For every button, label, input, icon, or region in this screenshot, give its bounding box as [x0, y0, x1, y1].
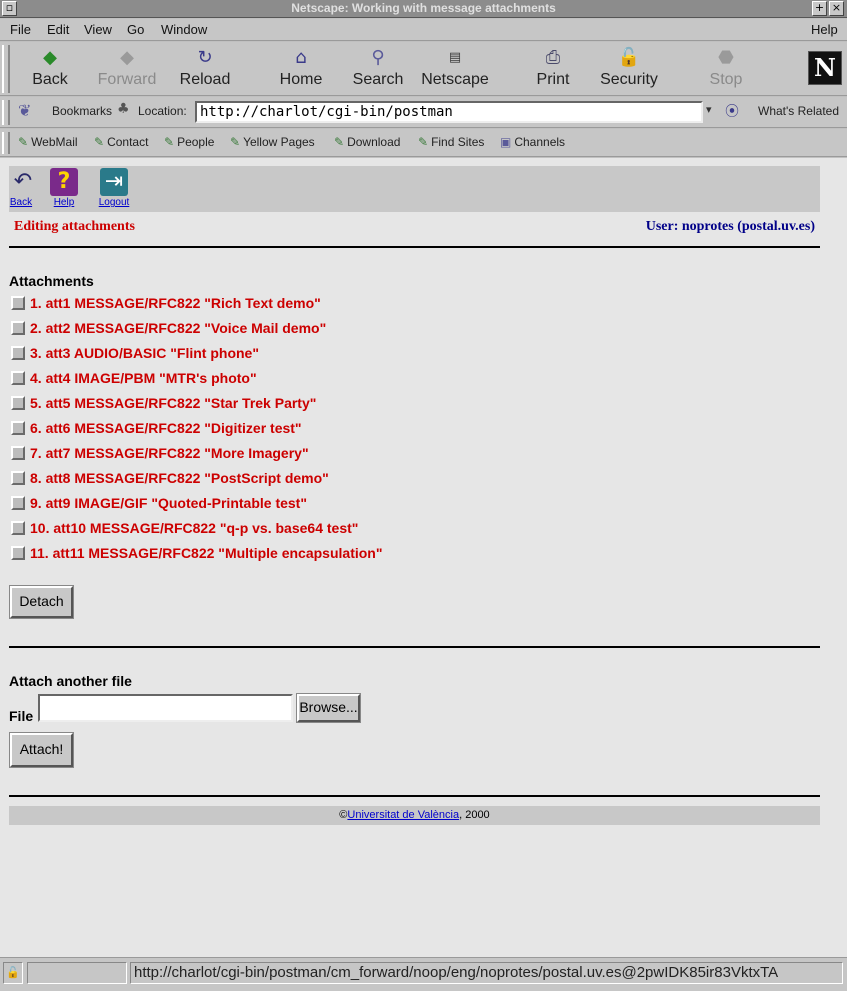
browse-button[interactable]: Browse...: [297, 694, 360, 722]
channels-icon: ▣: [500, 135, 512, 149]
menu-bar: [0, 19, 847, 41]
search-label: Search: [352, 71, 404, 88]
forward-button[interactable]: [96, 44, 158, 94]
webmail-label: WebMail: [31, 135, 78, 149]
maximize-icon[interactable]: +: [812, 1, 827, 16]
menu-edit[interactable]: Edit: [47, 22, 70, 37]
location-toolbar-grip[interactable]: [2, 100, 10, 125]
channels-label: Channels: [514, 135, 566, 149]
detach-button[interactable]: Detach: [10, 586, 73, 618]
search-button[interactable]: [351, 44, 405, 94]
printer-icon: ⎙: [545, 47, 561, 68]
attachment-checkbox[interactable]: [11, 421, 25, 435]
my-netscape-icon: ▤: [448, 50, 462, 65]
download-label: Download: [347, 135, 401, 149]
bookmark-icon: ✎: [334, 135, 345, 149]
app-back-button[interactable]: [9, 168, 33, 208]
location-label: Location:: [138, 104, 187, 118]
attachment-item: [11, 295, 382, 320]
attachment-label: 9. att9 IMAGE/GIF "Quoted-Printable test": [30, 495, 307, 511]
bookmark-icon: ✎: [18, 135, 29, 149]
back-button[interactable]: [26, 44, 74, 94]
personal-toolbar-grip[interactable]: [2, 132, 10, 154]
find-sites-label: Find Sites: [431, 135, 485, 149]
search-icon: ⚲: [371, 47, 385, 68]
security-label: Security: [600, 71, 658, 88]
copyright-icon: ©: [339, 809, 348, 821]
find-sites-link[interactable]: [418, 135, 484, 149]
reload-button[interactable]: [178, 44, 232, 94]
people-label: People: [177, 135, 215, 149]
user-info: User: noprotes (postal.uv.es): [645, 219, 815, 234]
reload-icon: ↻: [197, 47, 213, 68]
attachment-item: [11, 495, 382, 520]
back-icon: ↶: [13, 169, 33, 194]
attachment-label: 8. att8 MESSAGE/RFC822 "PostScript demo": [30, 470, 329, 486]
attachment-label: 2. att2 MESSAGE/RFC822 "Voice Mail demo": [30, 320, 327, 336]
yellow-pages-link[interactable]: [230, 135, 315, 149]
app-back-label: Back: [9, 197, 33, 208]
app-help-button[interactable]: [47, 168, 81, 208]
university-link[interactable]: Universitat de València: [347, 809, 460, 821]
window-menu-icon[interactable]: ▫: [2, 1, 17, 16]
personal-toolbar: [0, 129, 847, 157]
menu-file[interactable]: File: [10, 22, 31, 37]
status-text: http://charlot/cgi-bin/postman/cm_forward/noop/eng/noprotes/postal.uv.es@2pwIDK85ir83VktxTA: [130, 962, 843, 984]
home-icon: ⌂: [295, 47, 307, 68]
page-content: [0, 158, 847, 957]
yellow-pages-label: Yellow Pages: [243, 135, 315, 149]
home-label: Home: [279, 71, 323, 88]
toolbar-grip[interactable]: [2, 45, 10, 93]
security-lock-icon[interactable]: 🔓: [3, 962, 23, 984]
app-logout-label: Logout: [98, 197, 130, 208]
file-label: File: [9, 708, 34, 724]
progress-bar: [27, 962, 127, 984]
contact-link[interactable]: [94, 135, 148, 149]
security-button[interactable]: [598, 44, 660, 94]
attachments-list: [11, 295, 382, 570]
home-button[interactable]: [277, 44, 325, 94]
stop-icon: ⬣: [718, 47, 734, 68]
attachment-checkbox[interactable]: [11, 346, 25, 360]
attachment-checkbox[interactable]: [11, 296, 25, 310]
attachment-checkbox[interactable]: [11, 371, 25, 385]
footer-year: , 2000: [459, 809, 490, 821]
url-input[interactable]: http://charlot/cgi-bin/postman: [195, 101, 703, 123]
attachment-item: [11, 345, 382, 370]
attachment-checkbox[interactable]: [11, 396, 25, 410]
netscape-label: Netscape: [421, 71, 489, 88]
attachment-checkbox[interactable]: [11, 496, 25, 510]
attachments-heading: Attachments: [9, 273, 94, 289]
help-book-icon: ?: [50, 168, 78, 196]
attachment-item: [11, 445, 382, 470]
forward-label: Forward: [97, 71, 157, 88]
bookmark-icon: ✎: [94, 135, 105, 149]
file-input[interactable]: [38, 694, 293, 722]
status-bar: [0, 957, 847, 991]
download-link[interactable]: [334, 135, 400, 149]
attachment-checkbox[interactable]: [11, 321, 25, 335]
attachment-item: [11, 420, 382, 445]
app-logout-button[interactable]: [95, 168, 133, 208]
bookmark-icon: ✎: [164, 135, 175, 149]
stop-button[interactable]: [706, 44, 746, 94]
logout-door-icon: ⇥: [100, 168, 128, 196]
attachment-item: [11, 545, 382, 570]
menu-help[interactable]: Help: [811, 22, 838, 37]
attachment-checkbox[interactable]: [11, 446, 25, 460]
attachment-label: 1. att1 MESSAGE/RFC822 "Rich Text demo": [30, 295, 321, 311]
bookmarks-button[interactable]: Bookmarks: [52, 104, 113, 118]
channels-link[interactable]: [500, 135, 565, 149]
location-icon[interactable]: ♣: [117, 101, 130, 117]
menu-view[interactable]: View: [84, 22, 112, 37]
people-link[interactable]: [164, 135, 214, 149]
attachment-label: 5. att5 MESSAGE/RFC822 "Star Trek Party": [30, 395, 317, 411]
attachment-item: [11, 370, 382, 395]
menu-window[interactable]: Window: [161, 22, 208, 37]
app-help-label: Help: [53, 197, 75, 208]
location-toolbar: [0, 97, 847, 128]
back-label: Back: [32, 71, 68, 88]
app-toolbar: [9, 166, 820, 212]
whats-related-icon[interactable]: ⦿: [725, 104, 739, 120]
attachment-label: 3. att3 AUDIO/BASIC "Flint phone": [30, 345, 259, 361]
attachment-label: 6. att6 MESSAGE/RFC822 "Digitizer test": [30, 420, 302, 436]
reload-label: Reload: [179, 71, 231, 88]
bookmark-icon: ✎: [230, 135, 241, 149]
url-dropdown-icon[interactable]: ▾: [706, 104, 712, 116]
back-arrow-icon: ◆: [43, 47, 57, 68]
attachment-item: [11, 395, 382, 420]
attachment-label: 7. att7 MESSAGE/RFC822 "More Imagery": [30, 445, 309, 461]
divider: [9, 646, 820, 648]
netscape-logo[interactable]: N: [808, 51, 842, 85]
bookmarks-icon[interactable]: ❦: [18, 101, 32, 120]
bookmark-icon: ✎: [418, 135, 429, 149]
navigation-toolbar: [0, 42, 847, 96]
divider: [9, 795, 820, 797]
attachment-checkbox[interactable]: [11, 546, 25, 560]
attachment-item: [11, 470, 382, 495]
stop-label: Stop: [709, 71, 743, 88]
page-title: Editing attachments: [14, 219, 135, 234]
print-button[interactable]: [533, 44, 573, 94]
webmail-link[interactable]: [18, 135, 78, 149]
close-icon[interactable]: ×: [829, 1, 844, 16]
forward-arrow-icon: ◆: [120, 47, 134, 68]
attachment-checkbox[interactable]: [11, 521, 25, 535]
contact-label: Contact: [107, 135, 149, 149]
window-title-bar: [0, 0, 847, 18]
attachment-label: 4. att4 IMAGE/PBM "MTR's photo": [30, 370, 257, 386]
whats-related-button[interactable]: What's Related: [758, 104, 839, 118]
divider: [9, 246, 820, 248]
netscape-button[interactable]: [419, 44, 491, 94]
lock-icon: 🔓: [617, 47, 641, 68]
print-label: Print: [536, 71, 570, 88]
attach-button[interactable]: Attach!: [10, 733, 73, 767]
window-title: Netscape: Working with message attachments: [291, 1, 556, 15]
menu-go[interactable]: Go: [127, 22, 145, 37]
attachment-item: [11, 320, 382, 345]
attachment-checkbox[interactable]: [11, 471, 25, 485]
attach-heading: Attach another file: [9, 673, 132, 689]
attachment-label: 10. att10 MESSAGE/RFC822 "q-p vs. base64 test": [30, 520, 359, 536]
attachment-label: 11. att11 MESSAGE/RFC822 "Multiple encapsulation": [30, 545, 383, 561]
attachment-item: [11, 520, 382, 545]
footer: [9, 806, 820, 825]
